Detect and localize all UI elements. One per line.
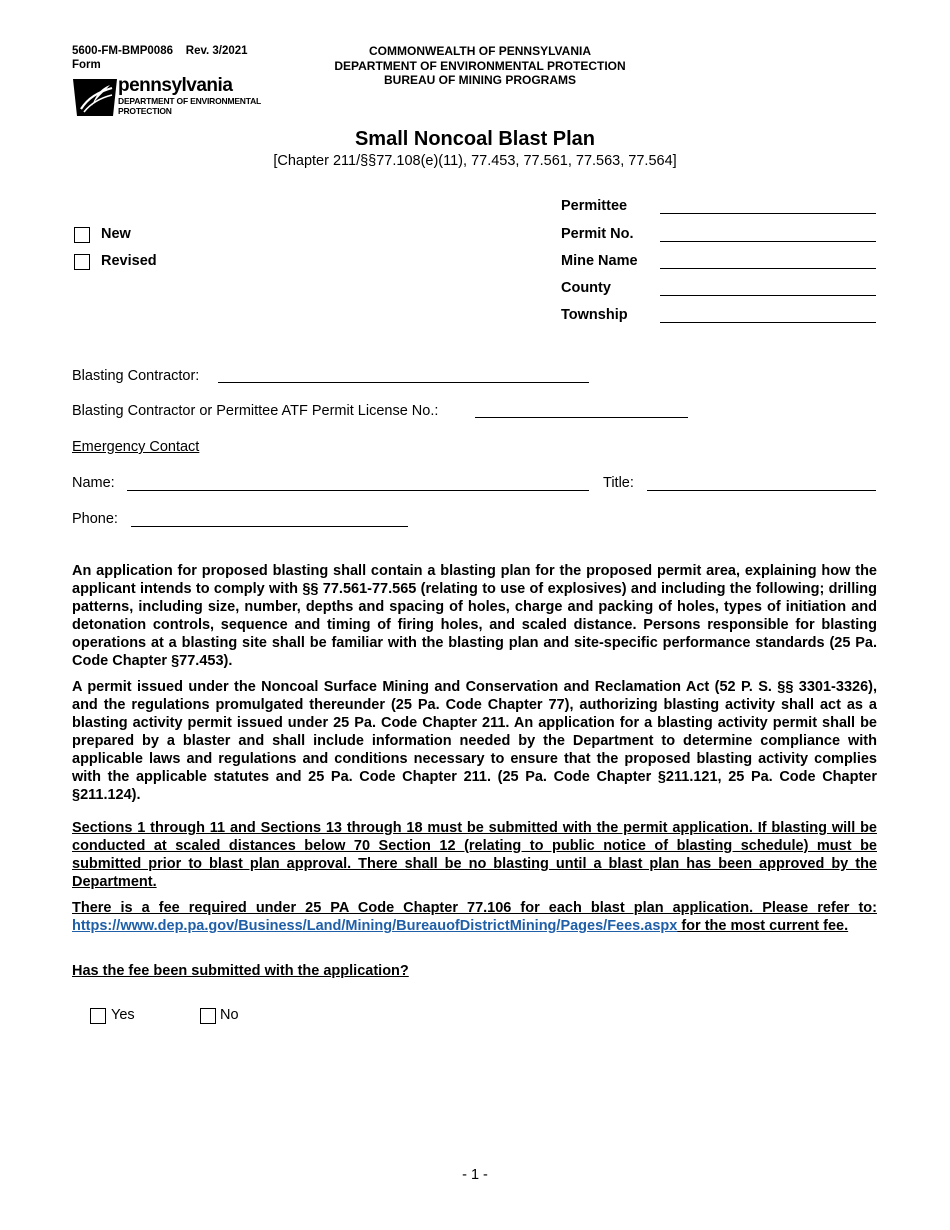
fee-no-checkbox[interactable] (200, 1008, 216, 1024)
emergency-name-field[interactable] (127, 490, 589, 491)
permit-no-label: Permit No. (561, 226, 634, 242)
form-number: 5600-FM-BMP0086 (72, 45, 173, 57)
logo-wordmark: pennsylvania (118, 75, 233, 96)
blasting-contractor-field[interactable] (218, 382, 589, 383)
blasting-plan-paragraph: An application for proposed blasting shall contain a blasting plan for the proposed permit area, explaining how the applicant intends to comply with §§ 77.561-77.565 (relating to use of explosives) and including the following; drilling patterns, including size, number, depths and spacing of holes, charge and packing of holes, types of initiation and detonation controls, sequence and timing of firing holes, and scaled distance. Persons responsible for blasting operations at a blasting site shall be familiar with the blasting plan and site-specific performance standards (25 Pa. Code Chapter §77.453). (72, 563, 877, 669)
revised-label: Revised (101, 253, 157, 269)
emergency-phone-field[interactable] (131, 526, 408, 527)
dep-logo (72, 76, 272, 118)
keystone-icon (72, 76, 118, 118)
permit-no-field[interactable] (660, 241, 876, 242)
form-number-line (72, 44, 248, 58)
new-label: New (101, 226, 131, 242)
mine-name-label: Mine Name (561, 253, 638, 269)
logo-subtitle-line1: DEPARTMENT OF ENVIRONMENTAL (118, 96, 262, 106)
new-checkbox[interactable] (74, 227, 90, 243)
fee-yes-checkbox[interactable] (90, 1008, 106, 1024)
fees-link[interactable]: https://www.dep.pa.gov/Business/Land/Mining/BureauofDistrictMining/Pages/Fees.aspx (72, 918, 678, 934)
form-revision: Rev. 3/2021 (185, 45, 248, 57)
township-field[interactable] (660, 322, 876, 323)
atf-license-field[interactable] (475, 417, 688, 418)
revised-checkbox[interactable] (74, 254, 90, 270)
fee-yes-label: Yes (111, 1007, 135, 1023)
page-number: - 1 - (462, 1167, 488, 1183)
emergency-contact-heading: Emergency Contact (72, 439, 200, 455)
fee-text: There is a fee required under 25 PA Code Chapter 77.106 for each blast plan application. Please refer to: (72, 900, 877, 916)
fee-text-end: for the most current fee. (677, 918, 849, 934)
blasting-contractor-label: Blasting Contractor: (72, 368, 200, 384)
township-label: Township (561, 307, 628, 323)
county-label: County (561, 280, 611, 296)
agency-department: DEPARTMENT OF ENVIRONMENTAL PROTECTION (334, 58, 626, 73)
permit-paragraph: A permit issued under the Noncoal Surface Mining and Conservation and Reclamation Act (52 P. S. §§ 3301-3326), and the regulations promulgated thereunder (25 Pa. Code Chapter 77), authorizing blasting activity shall act as a blasting activity permit issued under 25 Pa. Code Chapter 211. An application for a blasting activity permit shall be prepared by a blaster and shall include information needed by the Department to determine compliance with applicable laws and regulations and conditions necessary to ensure that the proposed blasting activity complies with the applicable statutes and 25 Pa. Code Chapter 211. (25 Pa. Code Chapter §211.121, 25 Pa. Code Chapter §211.124). (72, 679, 877, 803)
page-title: Small Noncoal Blast Plan (354, 128, 596, 150)
emergency-title-field[interactable] (647, 490, 876, 491)
logo-subtitle-line2: PROTECTION (118, 106, 172, 116)
emergency-title-label: Title: (603, 475, 634, 491)
page-subtitle: [Chapter 211/§§77.108(e)(11), 77.453, 77.561, 77.563, 77.564] (273, 153, 677, 169)
permittee-label: Permittee (561, 198, 628, 214)
fee-no-label: No (220, 1007, 239, 1023)
emergency-phone-label: Phone: (72, 511, 118, 527)
sections-notice-paragraph: Sections 1 through 11 and Sections 13 through 18 must be submitted with the permit application. If blasting will be conducted at scaled distances below 70 Section 12 (relating to public notice of blasting schedule) must be submitted prior to blast plan approval. There shall be no blasting until a blast plan has been approved by the Department. (72, 820, 877, 890)
agency-bureau: BUREAU OF MINING PROGRAMS (384, 73, 576, 87)
county-field[interactable] (660, 295, 876, 296)
fee-question: Has the fee been submitted with the application? (72, 963, 409, 979)
mine-name-field[interactable] (660, 268, 876, 269)
emergency-name-label: Name: (72, 475, 115, 491)
atf-license-label: Blasting Contractor or Permittee ATF Permit License No.: (72, 403, 439, 419)
agency-commonwealth: COMMONWEALTH OF PENNSYLVANIA (369, 44, 591, 58)
permittee-field[interactable] (660, 213, 876, 214)
fee-paragraph (72, 899, 877, 935)
form-label: Form (72, 59, 101, 71)
